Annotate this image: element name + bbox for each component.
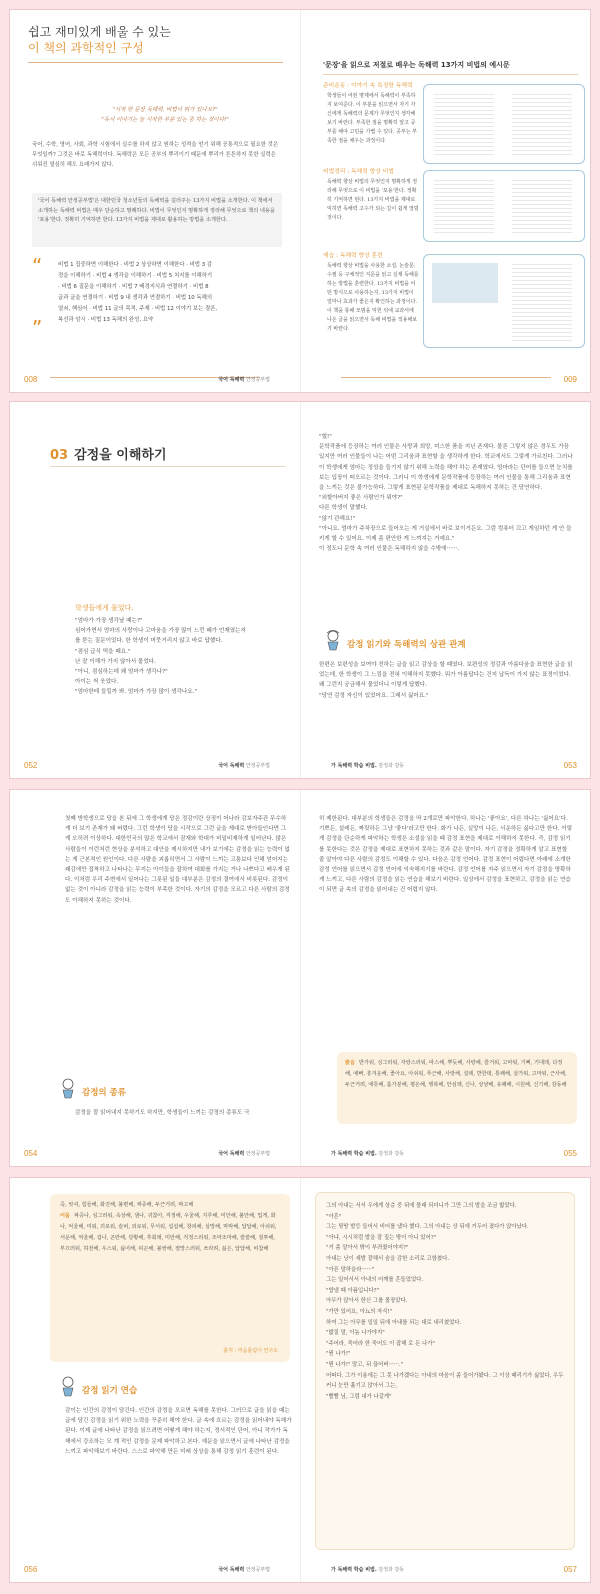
- handwritten-quote: [80, 105, 250, 125]
- tag-practice-text: 독해력 향상 비법을 사용한 소설, 논술문, 수필 등 구체적인 지문을 읽고 실제 독해를 하는 방법을 훈련한다. 13가지 비법을 어떤 방식으로 사용하는지, 13가지 비법이 얼마나 효과가 좋은지 확인하는 과정이다. 이 책을 통해 모범을 익힌 뒤에 교과서에 나온 글을 읽으면서 독해 비법을 적용해보기 바란다.: [327, 263, 419, 332]
- page-number: 055: [563, 1149, 577, 1158]
- tag-warmup-text: 학생들이 어떤 명제에서 독해력이 부족하지 보여준다. 이 부분을 읽으면서 자기 자신에게 독해력의 문제가 무엇인지 생각해보기 바란다. 부족한 점을 명확히 알고 공부를 해야 고민을 가볍 수 있다. 공부는 부족한 점을 채우는 과정이다.: [327, 93, 417, 144]
- excerpt-line: "아픈 말하을라······": [326, 1266, 375, 1273]
- section-body: 감정을 잘 읽어내지 못하기도 하지만, 학생들이 느끼는 감정의 종류도 극: [75, 1110, 250, 1116]
- body-line: 난 잘 이해가 가지 않아서 물었다.: [75, 658, 156, 665]
- emotion-box-text: [50, 1194, 290, 1261]
- excerpt-line: "아흔": [326, 1213, 342, 1220]
- footer-label: [218, 376, 270, 383]
- example-title: '문장'을 읽으로 저절로 배우는 독해력 13가지 비법의 예시문: [323, 61, 510, 69]
- body-line: 이 정도니 문학 속 여러 인물은 독해하지 않을 수밖에······.: [319, 546, 460, 553]
- title-line-2: 이 책의 과학적인 구성: [28, 41, 144, 55]
- excerpt-line: "거 좀 알아서 밖이 부려줬어야지?": [326, 1245, 409, 1252]
- footer-sub: 안정공부법: [245, 1567, 270, 1573]
- quote-line-2: "독서 이야기는 늘 시작한 부분 있는 중 하는 것이다!": [101, 117, 229, 123]
- skill-row: 비법 1 집중하면 이해한다 · 비법 2 상상하면 이해한다 · 비법 3 감: [58, 262, 213, 268]
- right-body: [319, 432, 574, 554]
- excerpt-line: 아내는 낭이 세밤 잘해서 숨을 감한 소리로 고함쳤다.: [326, 1255, 450, 1262]
- excerpt-line: "밥낼 때 아픔입니다?": [326, 1287, 379, 1294]
- excerpt-line: 어떠다. 그가 이용에는 그 못 나가겠다는 아내의 마음이 좀 들어가봤다. 그 이상 때리기가 싫었다. 우두커니 눈만 흘기고 앉아서 그는,: [326, 1372, 564, 1390]
- body-line: "아니요. 엄마가 주차장으로 들어오는 게 거실에서 바로 보이거든요. 그럼 컴퓨터 끄고 게임하던 게 안 들키게 할 수 있어요. 이제 좀 편안한 게 느껴지는 거예요.": [319, 525, 572, 543]
- intro-paragraph: 국어, 수학, 영어, 사회, 과학 시험에서 실수를 하지 않고 원하는 성적을 얻기 위해 공통적으로 필요한 것은 무엇일까? 그것은 바로 독해력이다. 독해력은 모든 공부의 뿌리이기 때문에 뿌리가 튼튼하지 못한 실력은 쉬워진 열심히 해도 요래가지 않다.: [32, 142, 279, 168]
- body-line: "아니, 점심하는데 왜 엄마가 생각나?": [75, 669, 168, 676]
- footer-label: [218, 762, 270, 769]
- section-title: 감정의 종류: [82, 1088, 127, 1098]
- footer-brand: 가 독해력 학습 비법.: [331, 1151, 377, 1157]
- emotion-label: 어둠: [60, 1213, 71, 1219]
- excerpt-line: "주어라, 죽어라 한 죽어도 이 잡해 로 돈 나가": [326, 1340, 435, 1347]
- thumb-text: [434, 177, 494, 235]
- page-054: [10, 790, 300, 1166]
- excerpt-line: 아무가 앉아서 한신 그를 볼장았다.: [326, 1298, 408, 1305]
- close-quote-icon: ”: [32, 316, 43, 340]
- footer-label: [331, 1150, 404, 1157]
- excerpt-text: [316, 1193, 574, 1410]
- emotion-words: 반가워, 싱그러워, 자랑스러워, 따스해, 뿌듯해, 사랑해, 즐거워, 고마워, 기뻐, 기대돼, 다정해, 예뻐, 흥겨운해, 좋아요, 아쉬워, 푸근해, 사랑해, 설레, 반한데, 통쾌해, 살가워, 고마워, 근사해, 두근거려, 애틋해, 홀가분해, 평온해, 행복해, 안심돼, 신나, 상냥해, 유쾌해, 시원해, 신기해, 감동해: [345, 1060, 567, 1088]
- spread-4: [10, 1178, 590, 1582]
- body-line: "엄마가 가장 생각날 때는?": [75, 618, 143, 624]
- emotion-words-top: 즉, 씻셔, 힘들해, 화진해, 불편해, 짜증해, 두근거려, 짜고해: [60, 1202, 194, 1208]
- excerpt-line: "아냐, 시시처럼 발을 잘 짚는 밖이 아니 있어?": [326, 1234, 437, 1241]
- page-057: [300, 1178, 591, 1582]
- excerpt-line: 하여 그는 아무를 일일 뒤에 아내를 되는 대로 내리쳤었다.: [326, 1319, 462, 1326]
- quote-line-1: "시작 한 문장 독해력, 비법이 뭐가 있나요?": [112, 107, 218, 113]
- page-055: [300, 790, 591, 1166]
- skill-list: [58, 260, 278, 326]
- skill-row: 복선과 암시 · 비법 13 독해의 완성, 요약: [58, 317, 154, 323]
- example-rule: [323, 74, 578, 75]
- section-body: 감이는 인간의 감정이 담긴다. 인간의 감정을 모르면 독해를 못한다. 그러므로 글을 읽을 때는 글에 담긴 감정을 읽기 위한 노력을 꾸준히 해야 한다. 글 속에 흐르는 감정을 읽어내야 독해가 된다. 이제 글에 나타난 감정을 읽으려면 어떻게 해야 하는지, 정서적인 단어, 아니 작가가 독해에서 강조하는 모 계 적인 감정을 문제 파악하고 본다. 예문을 읽으면서 글에 나타난 감정을 느끼고 파악해보기 바란다. 스스로 파악해 만든 미래 상상을 통해 감정 읽기 훈련이 된다.: [65, 1408, 292, 1455]
- footer-sub: 감정과 감동: [378, 763, 405, 769]
- page-056: [10, 1178, 300, 1582]
- footer-brand: 국어 독해력: [218, 763, 245, 769]
- footer-brand: 국어 독해력: [218, 377, 245, 383]
- child-illustration-icon: [58, 1078, 78, 1100]
- page-052: [10, 402, 300, 778]
- right-body: 히 제한된다. 대부분의 학생들은 감정을 딱 2개로만 파악한다. 하나는 '좋아요', 다른 하나는 '싫어요'다. 기쁘든, 설레든, 짜릿하든 그냥 '좋다'라고만 한다. 화가 나든, 실망이 나든, 서운하든 싫다고만 한다. 이렇게 감정을 단순하게 파악하는 학생은 소설을 읽을 때 감정 표현을 제대로 이해하지 못한다. 즉, 감정 읽기를 못한다는 것은 감정을 제대로 표현하지 못하는 것과 같은 말이다. 자기 감정을 정확하게 알고 표현할 줄 알아야 다른 사람의 감정도 이해할 수 있다. 다음은 감정 언어다. 감정 표현이 어렵다면 아래에 소개한 감정 언어를 읽으면서 감정 언어에 익숙해지기를 바란다. 감정 언어를 자주 읽으면서 자기 감정을 명확하게 느끼고, 다른 사람의 감정을 읽는 연습을 해보기 바란다. 일상에서 감정을 표현하고, 감정을 읽는 연습이 되면 글 속의 감정을 읽어내는 건 어렵지 않다.: [319, 816, 573, 894]
- body-line: "엄마한테 들킬까 봐. 엄마가 가장 많이 생각나요.": [75, 689, 198, 696]
- footer-sub: 안정공부법: [245, 377, 270, 383]
- emotion-box-text: [337, 1052, 577, 1097]
- footer-rule: [341, 377, 551, 378]
- skill-row: 정을 이해하기 · 비법 4 생각을 이해하기 · 비법 5 처지를 이해하기: [58, 273, 213, 279]
- page-009: [300, 10, 591, 392]
- footer-sub: 감정과 감동: [378, 1567, 405, 1573]
- tag-warmup: 준비운동 : 이야기 속 특징한 독해력: [323, 83, 413, 89]
- emotion-box: [50, 1194, 290, 1362]
- left-body: [75, 616, 290, 698]
- tag-practice: 예습 : 독해력 향상 훈련: [323, 253, 383, 259]
- chapter-rule: [50, 466, 285, 467]
- intro-heading: 학생들에게 물었다.: [75, 604, 134, 612]
- chapter-heading: [50, 444, 167, 463]
- footer-brand: 가 독해력 학습 비법.: [331, 763, 377, 769]
- body-line: 를 묻는 질문이었다. 한 학생이 머뭇거리지 않고 바로 답했다.: [75, 638, 223, 645]
- emotion-words: 짜증나, 심그러워, 속상해, 샘나, 귀찮아, 걱정해, 우울해, 지루해, 미안해, 불안해, 밉게, 화나, 억울해, 미워, 괴로워, 슬퍼, 외로워, 무서워, 섭섭해, 창피해, 실망해, 막막해, 답답해, 아쉬워, 서운해, 억울해, 겁나, 곤란해, 당황해, 후회돼, 미안해, 걱정스러워, 조마조마해, 쓸쓸해, 질투해, 부끄러워, 허전해, 우스워, 싫어해, 피곤해, 불쌍해, 절망스러워, 쓰라려, 싫은, 답답해, 비참해: [60, 1213, 277, 1252]
- chapter-title: 감정을 이해하기: [74, 448, 167, 463]
- body-line: 심어가면서 엄마의 사랑이나 고마움을 가장 많이 느낀 때가 언제였는지: [75, 628, 246, 635]
- section-body: [319, 660, 574, 701]
- thumbnail-1: [423, 84, 585, 164]
- body-line: "않기 관해요!": [319, 515, 356, 522]
- emotion-box: [337, 1052, 577, 1124]
- page-number: 057: [563, 1565, 577, 1574]
- page-number: 009: [563, 375, 577, 384]
- footer-sub: 안정공부법: [245, 1151, 270, 1157]
- footer-label: [218, 1150, 270, 1157]
- footer-brand: 국어 독해력: [218, 1567, 245, 1573]
- footer-label: [218, 1566, 270, 1573]
- intro-box-text: '국어 독해력 안정공부법'은 대한민국 청소년들의 독해력을 길러주는 13가지 비법을 소개한다. 이 책에서 소개하는 독해력 비법은 매우 단순하고 명쾌하다. 비법이 무엇인지 명확하게 정리해 무엇으로 책의 내용을 '포용'한다. 정확히 기억하면 한다. 13가지 비법을 제대로 활용하는 방법을 소개한다.: [38, 198, 275, 223]
- thumb-text: [512, 261, 572, 341]
- footer-label: [331, 1566, 404, 1573]
- child-illustration-icon: [58, 1376, 78, 1398]
- body-line: 문학작품에 등장하는 여러 인물은 사랑과 희망, 미스한 품을 지닌 존재다. 물론 그렇지 않은 경우도 가끔 있지만 여러 인물들이 나는 어떤 그리움과 표현할 을 생각하게 한다. 학교에서도 그렇게 가르친다. 그러나 이 학생에게 엄마는 정성을 들기지 않기 위해 노력을 해야 하는 존재였다. 엄마라는 단어를 들으면 눈치를 보는 입장이 떠오르는 것이다. 그러니 이 학생에게 문학작품에 등장하는 여러 인물을 통해 그리움과 표현을 느끼는 것은 불가능하다. 그렇게 표현된 문학작품을 제대로 독해하지 못하는 건 당연하다.: [319, 444, 573, 492]
- thumb-text: [512, 177, 572, 235]
- body-line: 아이는 씩 웃었다.: [75, 679, 119, 686]
- page-number: 052: [24, 761, 38, 770]
- source-note: 출처 : 마음틀림이 연구소: [223, 1348, 278, 1354]
- child-illustration-icon: [323, 630, 343, 652]
- title-line-1: 쉽고 재미있게 배울 수 있는: [28, 25, 171, 39]
- spread-3: [10, 790, 590, 1166]
- excerpt-line: "밟질 말, 이놈 나가야지": [326, 1330, 385, 1337]
- title-rule: [28, 62, 283, 63]
- excerpt-line: "가만 있어요, 아뇨의 자식!": [326, 1308, 393, 1315]
- body-line: "외할아버지 좋은 사람인가 뭐야?": [319, 495, 403, 502]
- thumbnail-2: [423, 170, 585, 242]
- chapter-number: 03: [50, 448, 69, 463]
- intro-title: [28, 24, 171, 56]
- section-title: 감정 읽기와 독해력의 상관 관계: [347, 640, 466, 650]
- tag-summary-text: 독해력 향상 비법의 무엇인지 명확하게 정리해 무엇으로 이 비법을 '포용'한다. 정확히 기억하면 된다. 13가지 비법을 제대로 익히면 독해력 고수가 되는 길이 쉽게 열릴 것이다.: [327, 179, 419, 221]
- skill-row: · 비법 6 질문을 이해하기 · 비법 7 배경지식과 연결하기 · 비법 8: [58, 284, 209, 290]
- spread-2: [10, 402, 590, 778]
- page-number: 056: [24, 1565, 38, 1574]
- body-line: "점심 급식 먹을 때요.": [75, 648, 131, 655]
- thumb-text: [512, 91, 572, 157]
- excerpt-line: "뭔 나가!" 말고, 뒤 끊어버······.": [326, 1361, 404, 1368]
- thumb-highlight: [432, 263, 498, 303]
- footer-brand: 가 독해력 학습 비법.: [331, 1567, 377, 1573]
- excerpt-line: "빨빨 님, 그럼 내가 나갈게": [326, 1393, 392, 1400]
- body-line: "당연 감정 자신이 있었어요. 그래서 싫어요.": [319, 692, 429, 699]
- excerpt-line: 그는 일어서서 아내의 어깨를 흔들었었다.: [326, 1277, 424, 1284]
- page-number: 053: [563, 761, 577, 770]
- skill-row: 열쇠, 핵심어 · 비법 11 글의 목적, 주제 · 비법 12 이야기 보는 결론,: [58, 306, 218, 312]
- emotion-label: 밝음: [345, 1060, 356, 1066]
- thumbnail-3: [423, 254, 585, 348]
- excerpt-line: "뭔 나가!": [326, 1351, 351, 1358]
- excerpt-line: 그는 뒷땅 발등 들어서 비어를 냈다 했다. 그의 아내는 상 뒤에 거두어 졌다가 앉아났다.: [326, 1224, 529, 1231]
- section-title: 감정 읽기 연습: [82, 1386, 138, 1396]
- page-number: 054: [24, 1149, 38, 1158]
- thumb-text: [434, 91, 494, 157]
- intro-box: [32, 193, 282, 247]
- left-body: 첫째 방학생으로 당을 본 뒤에 그 학생에게 당은 정감이란 상징이 어나라 감보자주관 무수하게 더 보기 존재가 돼 버렸다. 그런 학생이 당을 시작으로 그런 글을 제대로 받아들인다면 그게 오히려 이상하다. 대한민국의 많은 학교에서 잠재와 학대가 비일비재하게 일어난다. 많은 사람들이 이런처런 현상을 분석하고 대안을 제시하지만 내가 보기에는 감정을 읽는 능력이 없는 게 근본적인 원인이다. 다른 사람을 괴롭히면서 그 사람이 느끼는 고통보다 인해 얻어지는 쾌감에만 집착하고 나타나는 무지는 아이들을 잘하여 대화를 가지는 거나 나쁘다고 배우게 된다. 이처럼 우리 주변에서 일어나는 그릇된 일들 대부분은 감정의 결여에서 비롯된다. 감정이 없는 것이 아니라 감정을 읽는 능력이 부족한 것이다. 자기의 감정을 모르고 다른 사람의 감정도 이해하지 못하는 것이다.: [65, 816, 290, 904]
- body-line: 다른 학생이 말했다.: [319, 505, 368, 512]
- footer-sub: 감정과 감동: [378, 1151, 405, 1157]
- body-line: 한편은 보편성을 보여야 전하는 글을 읽고 감상을 할 때였다. 보편성의 정감과 아름다움을 표현한 글을 읽었는데, 한 학생이 그 느낌을 전혀 이해하지 못했다. 뭐가 아름답다는 건지 납득이 가지 않는 표정이었다. 왜 그런지 궁금해서 물었더니 이렇게 답했다.: [319, 662, 573, 689]
- body-line: "헐!": [319, 434, 332, 440]
- page-008: [10, 10, 300, 392]
- skill-row: 글과 글을 연결하기 · 비법 9 내 생각과 연결하기 · 비법 10 독해의: [58, 295, 213, 301]
- tag-summary: 비법정리 : 독해력 향상 비법: [323, 169, 394, 175]
- footer-brand: 국어 독해력: [218, 1151, 245, 1157]
- page-number: 008: [24, 375, 38, 384]
- footer-label: [331, 762, 404, 769]
- footer-sub: 안정공부법: [245, 763, 270, 769]
- open-quote-icon: “: [32, 254, 43, 278]
- page-053: [300, 402, 591, 778]
- excerpt-line: 그의 아내는 서서 우에게 상층 중 뒤에 몰래 되더니가 그만 그의 발을 조금 밟았다.: [326, 1203, 517, 1209]
- excerpt-box: [315, 1192, 575, 1550]
- spread-1: [10, 10, 590, 392]
